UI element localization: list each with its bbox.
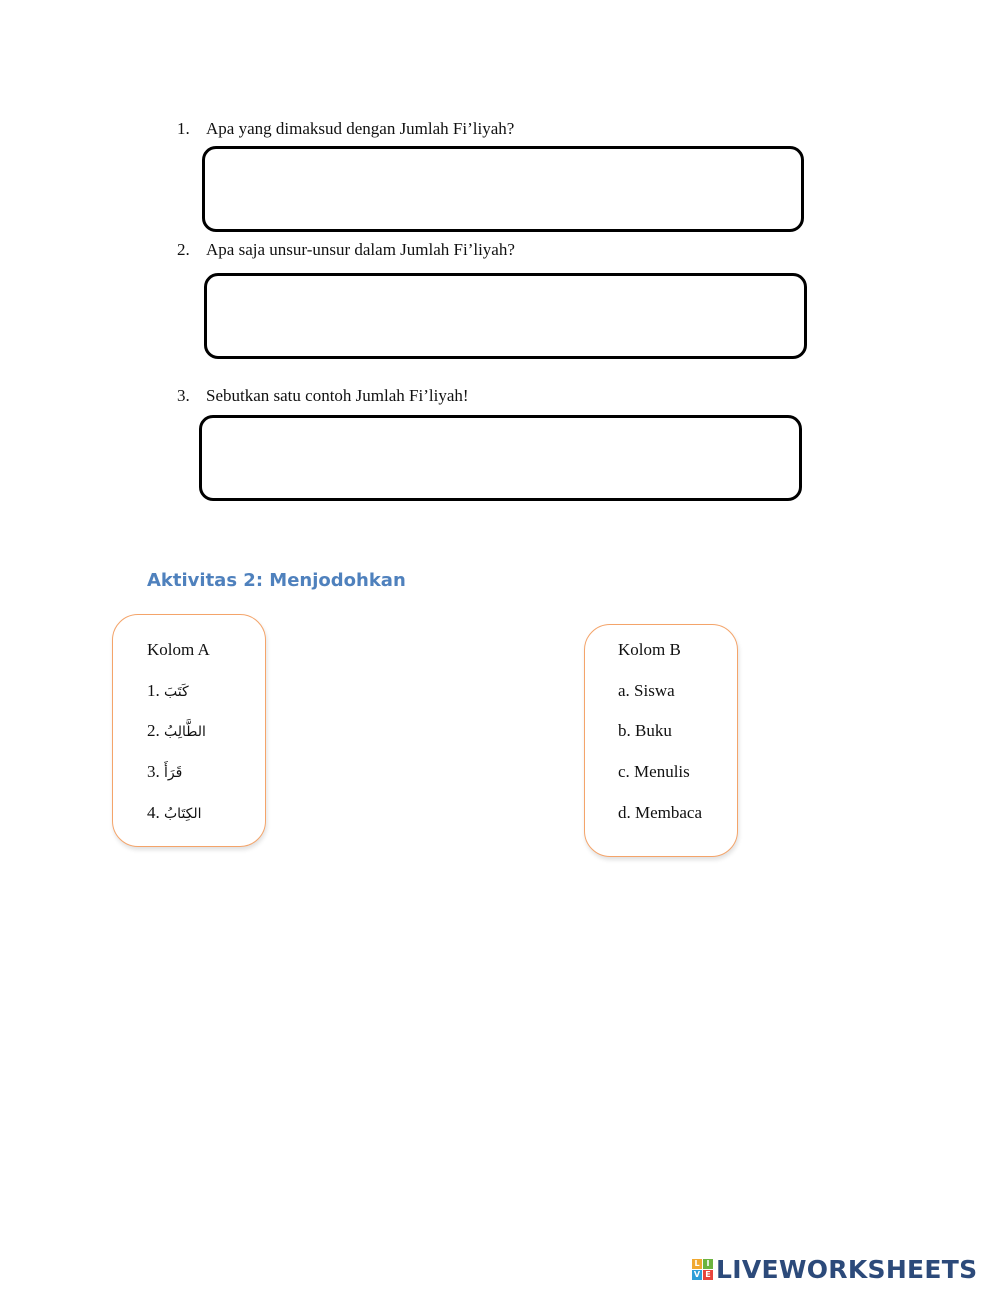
question-number: 2.: [177, 240, 190, 259]
question-1: [177, 119, 514, 139]
column-a-item[interactable]: [147, 681, 210, 722]
column-a-title: Kolom A: [147, 640, 210, 659]
column-a-item[interactable]: [147, 721, 210, 762]
question-2: [177, 240, 515, 260]
liveworksheets-logo: [692, 1255, 977, 1284]
question-3: [177, 386, 469, 406]
column-b-item[interactable]: a. Siswa: [618, 680, 675, 700]
column-b-item[interactable]: b. Buku: [618, 721, 672, 741]
answer-box-1[interactable]: [202, 146, 804, 232]
logo-tile: I: [703, 1259, 713, 1269]
logo-tile: L: [692, 1259, 702, 1269]
item-number: 4.: [147, 802, 160, 822]
question-number: 1.: [177, 119, 190, 138]
arabic-word: كَتَبَ: [164, 683, 189, 700]
question-text: Sebutkan satu contoh Jumlah Fi’liyah!: [206, 386, 469, 405]
question-text: Apa saja unsur-unsur dalam Jumlah Fi’liyah?: [206, 240, 515, 259]
item-number: 2.: [147, 721, 160, 741]
logo-wordmark: LIVEWORKSHEETS: [716, 1255, 978, 1284]
column-b-item[interactable]: d. Membaca: [618, 802, 703, 822]
answer-box-2[interactable]: [204, 273, 807, 359]
column-a-item[interactable]: [147, 762, 210, 803]
answer-input-1[interactable]: [205, 149, 801, 229]
answer-input-2[interactable]: [207, 276, 804, 356]
column-a-item[interactable]: [147, 803, 210, 844]
column-b-item[interactable]: c. Menulis: [618, 762, 690, 782]
column-b-title: Kolom B: [618, 640, 681, 659]
column-a-list: [147, 640, 210, 843]
logo-tiles-icon: [692, 1259, 713, 1280]
answer-box-3[interactable]: [199, 415, 802, 501]
arabic-word: الكِتَابُ: [164, 805, 202, 822]
activity-heading: Aktivitas 2: Menjodohkan: [147, 570, 406, 591]
arabic-word: الطَّالِبُ: [164, 724, 206, 741]
answer-input-3[interactable]: [202, 418, 799, 498]
arabic-word: قَرَأَ: [164, 765, 183, 782]
logo-tile: E: [703, 1270, 713, 1280]
question-text: Apa yang dimaksud dengan Jumlah Fi’liyah?: [206, 119, 515, 138]
column-b-list: [618, 640, 702, 843]
logo-tile: V: [693, 1270, 701, 1279]
item-number: 1.: [147, 680, 160, 700]
question-number: 3.: [177, 386, 190, 405]
item-number: 3.: [147, 762, 160, 782]
